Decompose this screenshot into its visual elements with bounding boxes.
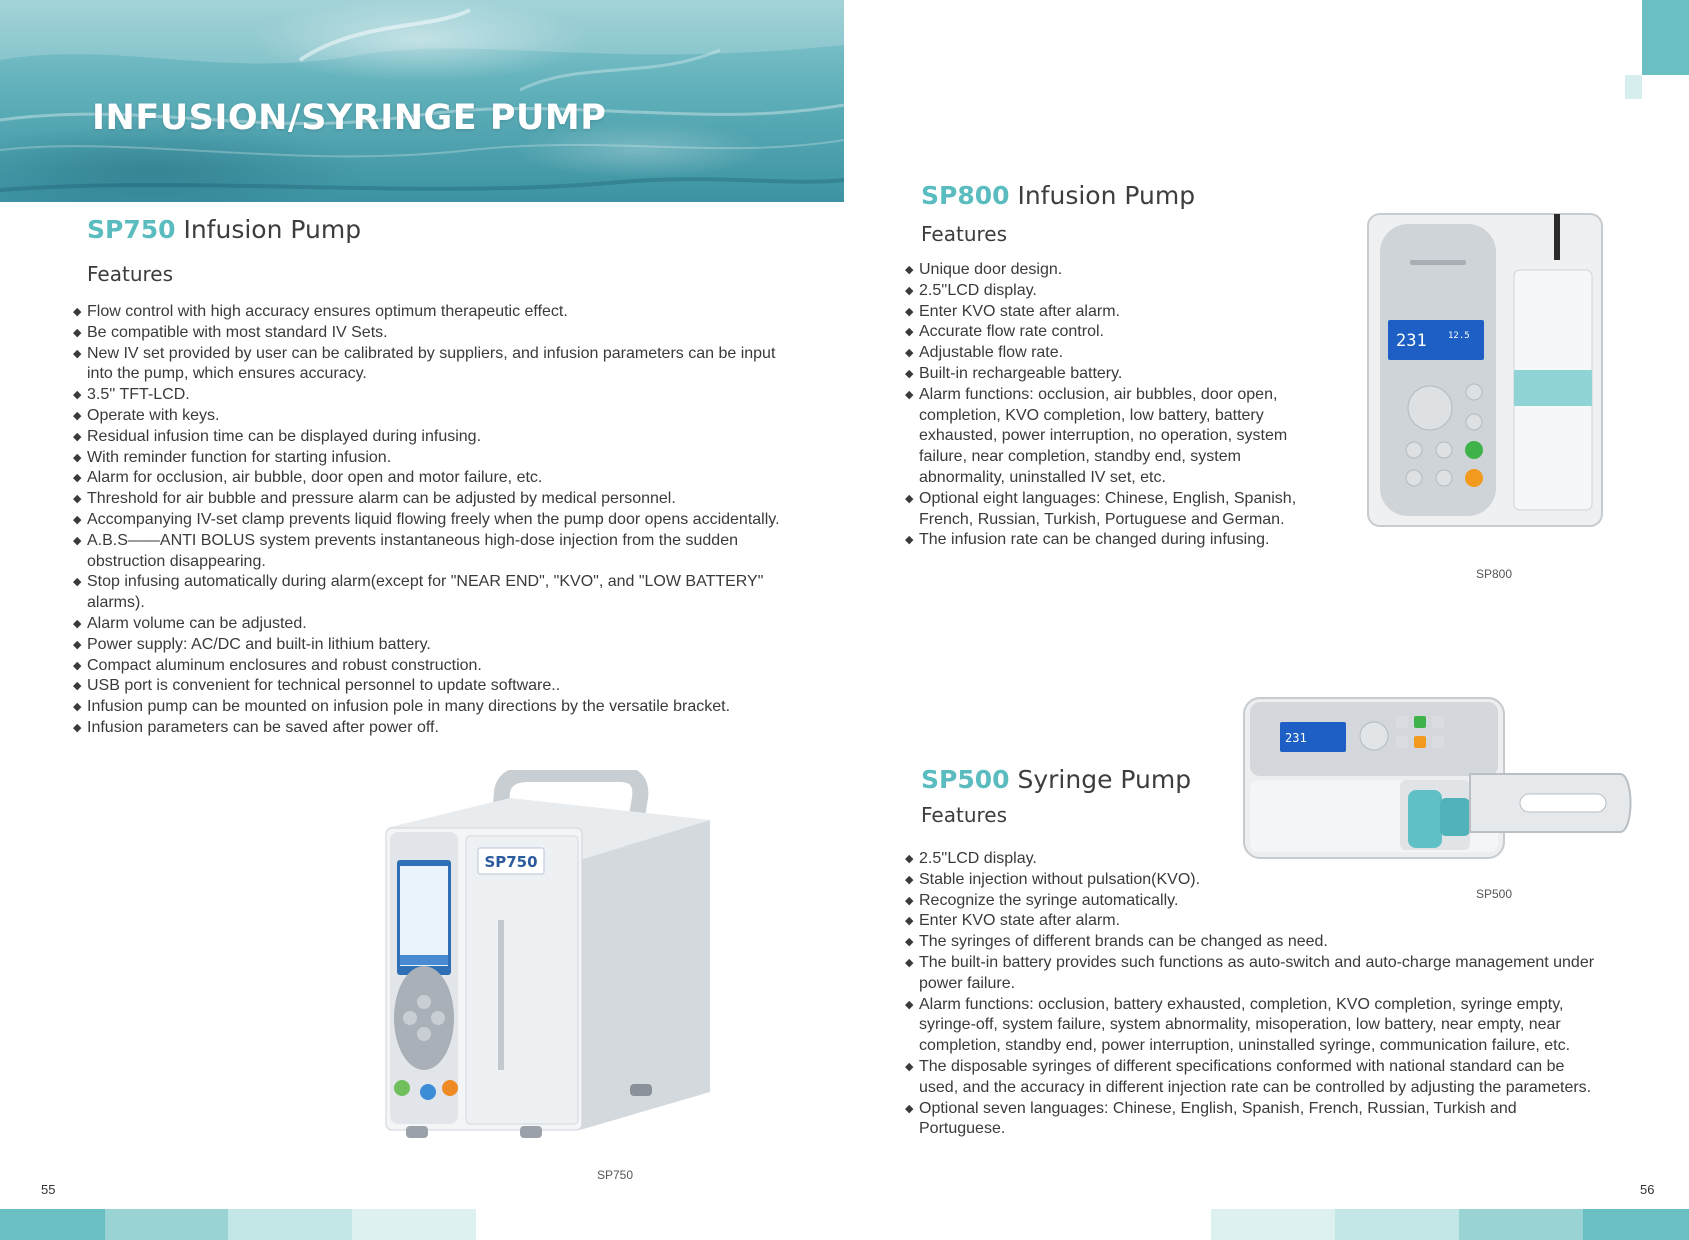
bottom-band-mid <box>105 1209 228 1240</box>
sp800-lcd-value2: 12.5 <box>1448 331 1470 341</box>
sp800-heading <box>921 181 1195 210</box>
sp750-device-badge: SP750 <box>484 853 538 871</box>
sp750-heading <box>87 215 361 244</box>
corner-accent-dark <box>1642 0 1689 75</box>
sp750-feature-item: ◆ USB port is convenient for technical personnel to update software.. <box>73 676 795 697</box>
sp750-feature-item: ◆ Operate with keys. <box>73 406 795 427</box>
page-number-right: 56 <box>1640 1182 1655 1197</box>
bottom-band-pale-right <box>1211 1209 1335 1240</box>
sp800-feature-item: ◆ Optional eight languages: Chinese, English, Spanish, French, Russian, Turkish, Portuguese and German. <box>905 489 1300 531</box>
sp800-device-image <box>1366 210 1606 530</box>
bottom-band-light <box>228 1209 352 1240</box>
sp750-feature-item: ◆ Alarm for occlusion, air bubble, door open and motor failure, etc. <box>73 468 795 489</box>
sp750-feature-item: ◆ Threshold for air bubble and pressure alarm can be adjusted by medical personnel. <box>73 489 795 510</box>
sp750-feature-list <box>73 302 795 739</box>
sp750-feature-item: ◆ Infusion parameters can be saved after power off. <box>73 718 795 739</box>
sp500-lcd-value: 231 <box>1285 731 1307 745</box>
water-banner <box>0 0 844 202</box>
sp800-name: Infusion Pump <box>1009 181 1196 210</box>
sp500-feature-item: ◆ 2.5''LCD display. <box>905 849 1605 870</box>
sp500-feature-item: ◆ Stable injection without pulsation(KVO). <box>905 870 1605 891</box>
sp750-code: SP750 <box>87 215 176 244</box>
sp750-feature-item: ◆ Compact aluminum enclosures and robust construction. <box>73 656 795 677</box>
sp800-feature-item: ◆ Accurate flow rate control. <box>905 322 1300 343</box>
sp750-feature-item: ◆ Stop infusing automatically during alarm(except for "NEAR END", "KVO", and "LOW BATTERY" alarms). <box>73 572 795 614</box>
sp500-feature-item: ◆ Recognize the syringe automatically. <box>905 891 1605 912</box>
sp500-feature-item: ◆ The disposable syringes of different specifications conformed with national standard can be used, and the accuracy in different injection rate can be controlled by adjusting the parameters. <box>905 1057 1605 1099</box>
sp800-feature-list <box>905 260 1300 551</box>
sp750-feature-item: ◆ Power supply: AC/DC and built-in lithium battery. <box>73 635 795 656</box>
sp750-feature-item: ◆ Alarm volume can be adjusted. <box>73 614 795 635</box>
corner-accent-light <box>1625 75 1642 99</box>
sp750-feature-item: ◆ 3.5'' TFT-LCD. <box>73 385 795 406</box>
sp500-heading <box>921 765 1191 794</box>
sp750-feature-item: ◆ Be compatible with most standard IV Sets. <box>73 323 795 344</box>
sp500-code: SP500 <box>921 765 1010 794</box>
sp500-feature-item: ◆ The syringes of different brands can be changed as need. <box>905 932 1605 953</box>
bottom-band-pale <box>352 1209 476 1240</box>
sp750-feature-item: ◆ With reminder function for starting infusion. <box>73 448 795 469</box>
sp500-device-image <box>1240 694 1636 862</box>
sp800-lcd-value: 231 <box>1396 331 1427 351</box>
sp500-feature-item: ◆ Alarm functions: occlusion, battery exhausted, completion, KVO completion, syringe empty, syringe-off, system failure, system abnormality, misoperation, low battery, near empty, near completion, standby end, power interruption, uninstalled syringe, communication failure, etc. <box>905 995 1605 1057</box>
sp750-feature-item: ◆ New IV set provided by user can be calibrated by suppliers, and infusion parameters can be input into the pump, which ensures accuracy. <box>73 344 795 386</box>
sp750-name: Infusion Pump <box>175 215 362 244</box>
sp750-device-image <box>380 770 720 1145</box>
sp800-feature-item: ◆ Adjustable flow rate. <box>905 343 1300 364</box>
bottom-band-dark <box>0 1209 105 1240</box>
sp500-feature-item: ◆ Optional seven languages: Chinese, English, Spanish, French, Russian, Turkish and Portuguese. <box>905 1099 1605 1141</box>
sp800-feature-item: ◆ The infusion rate can be changed during infusing. <box>905 530 1300 551</box>
sp500-feature-item: ◆ Enter KVO state after alarm. <box>905 911 1605 932</box>
sp750-feature-item: ◆ Accompanying IV-set clamp prevents liquid flowing freely when the pump door opens accidentally. <box>73 510 795 531</box>
bottom-band-mid-right <box>1459 1209 1583 1240</box>
sp750-feature-item: ◆ Infusion pump can be mounted on infusion pole in many directions by the versatile bracket. <box>73 697 795 718</box>
sp800-feature-item: ◆ Unique door design. <box>905 260 1300 281</box>
sp750-features-label: Features <box>87 262 173 286</box>
sp500-features-label: Features <box>921 803 1007 827</box>
sp750-feature-item: ◆ Flow control with high accuracy ensures optimum therapeutic effect. <box>73 302 795 323</box>
sp800-caption: SP800 <box>1476 567 1513 581</box>
sp800-feature-item: ◆ 2.5''LCD display. <box>905 281 1300 302</box>
sp800-features-label: Features <box>921 222 1007 246</box>
sp800-feature-item: ◆ Alarm functions: occlusion, air bubbles, door open, completion, KVO completion, low battery, battery exhausted, power interruption, no operation, system failure, near completion, standby end, system abnormality, uninstalled IV set, etc. <box>905 385 1300 489</box>
sp750-feature-item: ◆ Residual infusion time can be displayed during infusing. <box>73 427 795 448</box>
bottom-band-light-right <box>1335 1209 1459 1240</box>
sp800-feature-item: ◆ Enter KVO state after alarm. <box>905 302 1300 323</box>
sp500-caption: SP500 <box>1476 887 1513 901</box>
page-number-left: 55 <box>41 1182 56 1197</box>
sp750-feature-item: ◆ A.B.S——ANTI BOLUS system prevents instantaneous high-dose injection from the sudden obstruction disappearing. <box>73 531 795 573</box>
sp500-feature-item: ◆ The built-in battery provides such functions as auto-switch and auto-charge management under power failure. <box>905 953 1605 995</box>
bottom-band-dark-right <box>1583 1209 1689 1240</box>
sp500-name: Syringe Pump <box>1009 765 1192 794</box>
sp750-caption: SP750 <box>597 1168 634 1182</box>
sp800-feature-item: ◆ Built-in rechargeable battery. <box>905 364 1300 385</box>
page-title: INFUSION/SYRINGE PUMP <box>92 98 607 138</box>
sp800-code: SP800 <box>921 181 1010 210</box>
